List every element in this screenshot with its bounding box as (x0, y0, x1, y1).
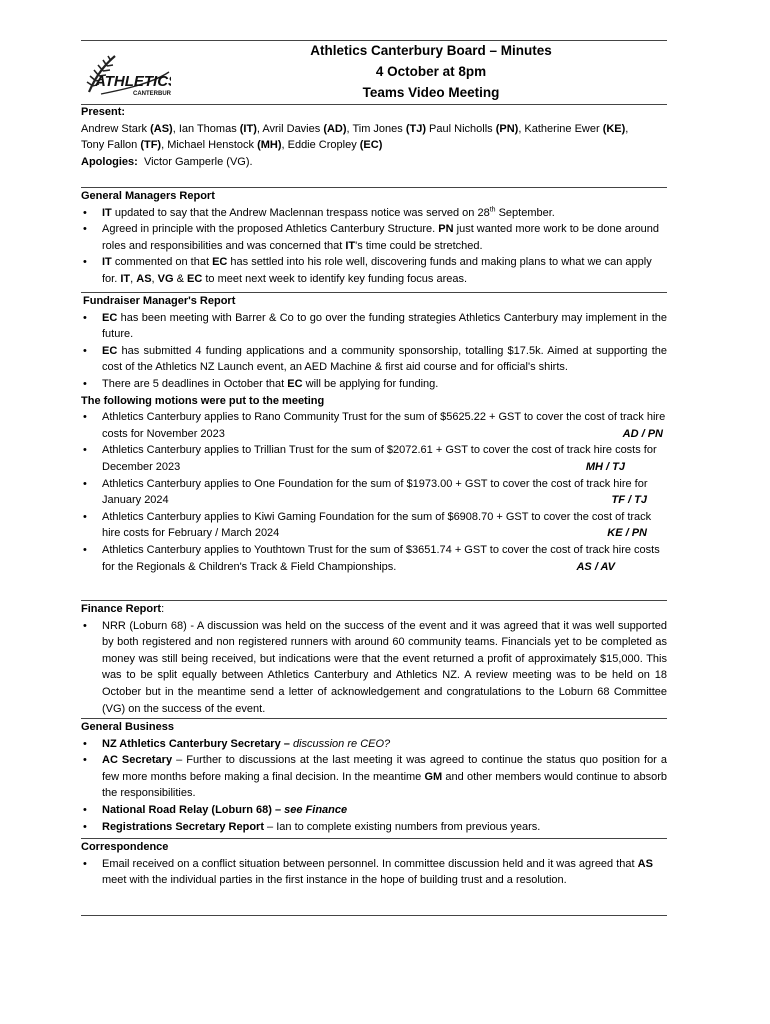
list-item: • NRR (Loburn 68) - A discussion was held on the success of the event and it was agreed that it was well supported by both registered and non registered runners with around 60 community teams. Financials yet to be completed as money was still being received, but indications were that the event returned a profit of approximately $15,000. This was to be split equally between Athletics Canterbury and Athletics NZ. A review meeting was to be held on 18 October but in the meantime send a letter of acknowledgement and congratulations to the Loburn 68 Committee (VG) on the success of the event. (81, 618, 667, 718)
motion-item: • Athletics Canterbury applies to One Foundation for the sum of $1973.00 + GST to cover the cost of track hire for January 2024 TF / TJ (81, 476, 667, 509)
gm-report-section (81, 188, 667, 288)
motion-movers: AD / PN (622, 427, 663, 440)
motions-heading: The following motions were put to the meeting (81, 394, 325, 407)
motion-movers: TF / TJ (611, 494, 647, 507)
motion-item: • Athletics Canterbury applies to Kiwi Gaming Foundation for the sum of $6908.70 + GST to cover the cost of track hire costs for February / March 2024 KE / PN (81, 509, 667, 542)
athletics-canterbury-logo (81, 48, 171, 100)
general-business-section (81, 719, 667, 835)
list-item: • There are 5 deadlines in October that EC will be applying for funding. (81, 376, 667, 393)
correspondence-section (81, 839, 667, 889)
list-item: • NZ Athletics Canterbury Secretary – discussion re CEO? (81, 736, 667, 753)
list-item: • AC Secretary – Further to discussions at the last meeting it was agreed to continue the status quo position for a few more months before making a final decision. In the meantime GM and other members would continue to absorb the responsibilities. (81, 752, 667, 802)
motion-movers: AS / AV (576, 560, 615, 573)
finance-heading: Finance Report: (81, 603, 165, 615)
list-item: • Registrations Secretary Report – Ian to complete existing numbers from previous years. (81, 819, 667, 836)
list-item: • IT commented on that EC has settled into his role well, discovering funds and making plans to what we can apply for. IT, AS, VG & EC to meet next week to identify key funding focus areas. (81, 254, 667, 287)
svg-text:ATHLETICS: ATHLETICS (95, 73, 171, 90)
document-title: Athletics Canterbury Board – Minutes (310, 43, 552, 58)
document-header (81, 40, 667, 104)
list-item: • EC has submitted 4 funding applications and a community sponsorship, totalling $17.5k. Aimed at supporting the cost of the Athletics NZ Launch event, an AED Machine & first aid course and for official's shirts. (81, 343, 667, 376)
motion-item: • Athletics Canterbury applies to Rano Community Trust for the sum of $5625.22 + GST to cover the cost of track hire costs for November 2023 AD / PN (81, 409, 667, 442)
motion-movers: MH / TJ (585, 460, 625, 473)
meeting-date: 4 October at 8pm (375, 64, 487, 79)
motion-movers: KE / PN (607, 527, 647, 540)
apologies-line: Apologies: Victor Gamperle (VG). (81, 155, 253, 168)
general-business-heading: General Business (81, 721, 174, 733)
divider (81, 915, 667, 916)
fundraiser-heading: Fundraiser Manager's Report (83, 295, 236, 307)
finance-section (81, 601, 667, 717)
svg-text:CANTERBURY: CANTERBURY (133, 91, 171, 97)
attendance-section (81, 104, 667, 170)
list-item: • Email received on a conflict situation between personnel. In committee discussion held and it was agreed that AS meet with the individual parties in the first instance in the hope of building trust and a resolution. (81, 856, 667, 889)
meeting-venue: Teams Video Meeting (362, 85, 500, 100)
gm-report-heading: General Managers Report (81, 190, 215, 202)
motion-item: • Athletics Canterbury applies to Youthtown Trust for the sum of $3651.74 + GST to cover the cost of track hire costs for the Regionals & Children's Track & Field Championships. AS / AV (81, 542, 667, 575)
list-item: • Agreed in principle with the proposed Athletics Canterbury Structure. PN just wanted more work to be done around roles and responsibilities and was concerned that IT's time could be stretched. (81, 221, 667, 254)
present-line-2: Tony Fallon (TF), Michael Henstock (MH), Eddie Cropley (EC) (81, 139, 383, 152)
fundraiser-section (81, 293, 667, 575)
correspondence-heading: Correspondence (81, 841, 169, 853)
list-item: • National Road Relay (Loburn 68) – see Finance (81, 802, 667, 819)
present-label: Present: (81, 106, 126, 118)
motion-item: • Athletics Canterbury applies to Trillian Trust for the sum of $2072.61 + GST to cover the cost of track hire costs for December 2023 MH / TJ (81, 442, 667, 475)
list-item: • IT updated to say that the Andrew Maclennan trespass notice was served on 28th September. (81, 205, 667, 222)
present-line-1: Andrew Stark (AS), Ian Thomas (IT), Avril Davies (AD), Tim Jones (TJ) Paul Nicholls (PN), Katherine Ewer (KE), (81, 122, 629, 135)
list-item: • EC has been meeting with Barrer & Co to go over the funding strategies Athletics Canterbury may implement in the future. (81, 310, 667, 343)
